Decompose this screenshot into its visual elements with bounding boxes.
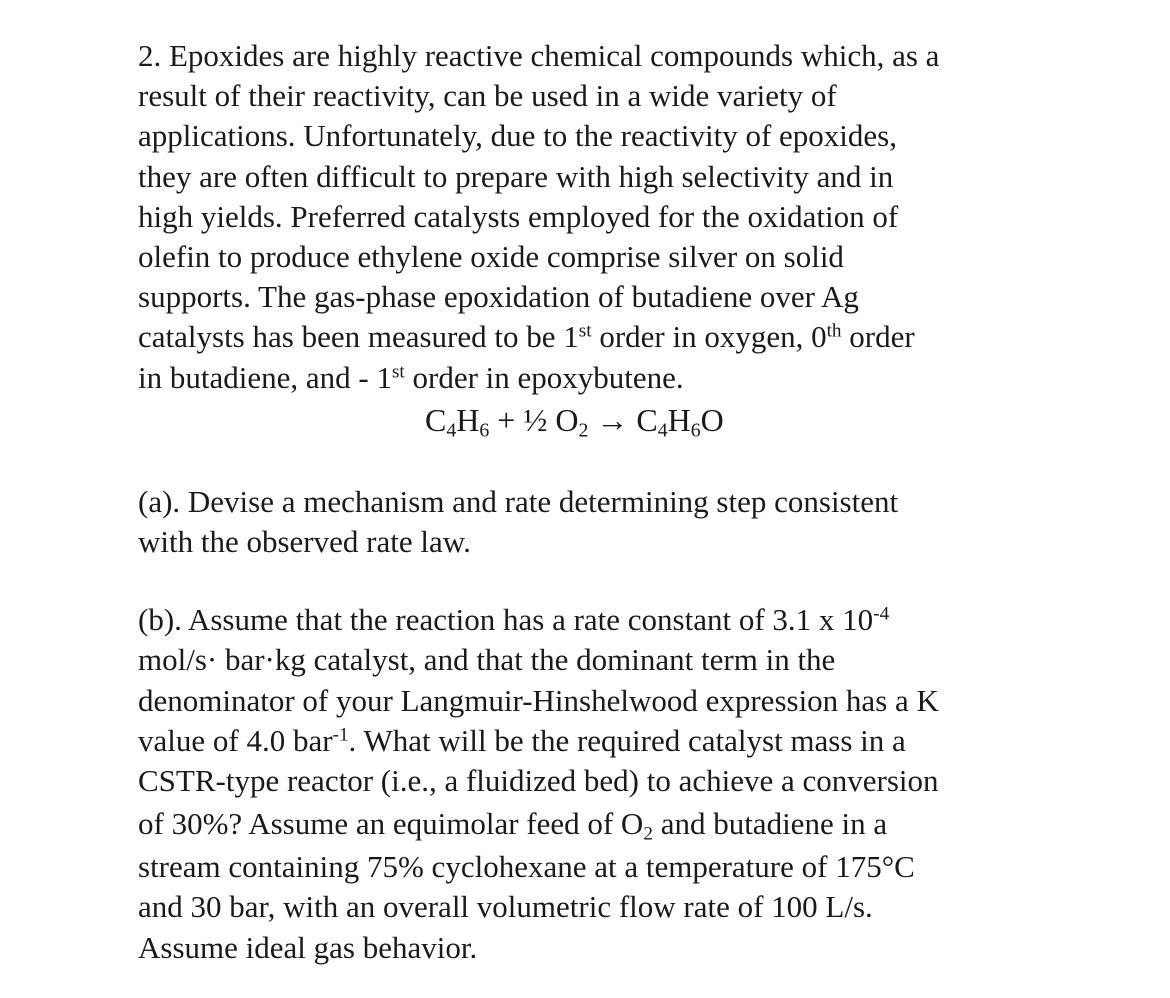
reaction-order-line: catalysts has been measured to be 1st order in oxygen, 0th order (138, 319, 915, 355)
part-b-line: mol/s· bar·kg catalyst, and that the dominant term in the (138, 642, 836, 678)
intro-line: result of their reactivity, can be used in a wide variety of (138, 78, 837, 114)
part-b-line: stream containing 75% cyclohexane at a temperature of 175°C (138, 849, 915, 885)
part-a-line: with the observed rate law. (138, 524, 471, 560)
part-a-line: (a). Devise a mechanism and rate determining step consistent (138, 483, 899, 519)
part-b-line: CSTR-type reactor (i.e., a fluidized bed) to achieve a conversion (138, 763, 939, 799)
part-b-line: denominator of your Langmuir-Hinshelwood expression has a K (138, 682, 939, 718)
intro-line: 2. Epoxides are highly reactive chemical compounds which, as a (138, 38, 940, 73)
intro-line: high yields. Preferred catalysts employed for the oxidation of (138, 198, 899, 234)
spacer (138, 442, 1038, 482)
problem-text (138, 36, 1038, 968)
reaction-equation: $C_4H_6$ + ½ $O_2 \to C_4H_6O$ (425, 401, 724, 442)
part-b-line: Assume ideal gas behavior. (138, 929, 478, 965)
intro-line: they are often difficult to prepare with high selectivity and in (138, 158, 894, 194)
intro-line: applications. Unfortunately, due to the reactivity of epoxides, (138, 118, 897, 154)
part-b-line: (b). Assume that the reaction has a rate constant of 3.1 x $10^{-4}$ (138, 602, 890, 638)
reaction-order-line: in butadiene, and - 1st order in epoxybutene. (138, 359, 684, 395)
intro-line: supports. The gas-phase epoxidation of butadiene over Ag (138, 279, 859, 315)
part-b-line: and 30 bar, with an overall volumetric flow rate of 100 L/s. (138, 889, 873, 925)
part-b-line: of 30%? Assume an equimolar feed of $O_2$ and butadiene in a (138, 806, 888, 845)
intro-line: olefin to produce ethylene oxide comprise silver on solid (138, 239, 844, 275)
spacer (138, 562, 1038, 600)
part-b-line: value of 4.0 bar$^{-1}$. What will be the required catalyst mass in a (138, 722, 906, 758)
